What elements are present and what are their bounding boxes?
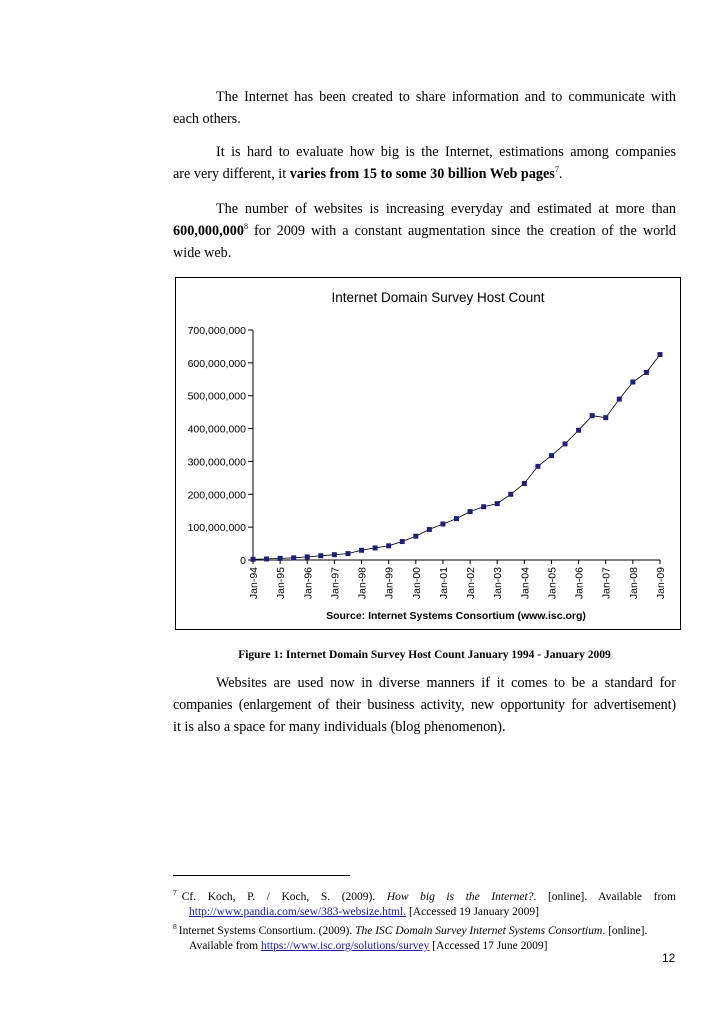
paragraph-4-line-1: Websites are used now in diverse manners if it comes to be a standard for — [216, 675, 676, 691]
paragraph-1-line-2: each others. — [173, 111, 241, 127]
y-tick-label: 300,000,000 — [187, 456, 246, 469]
y-tick-label: 200,000,000 — [187, 489, 246, 502]
footnote-ref-7: 7 — [554, 165, 559, 174]
footnote-8-link[interactable]: https://www.isc.org/solutions/survey — [260, 940, 430, 952]
x-tick-label: Jan-98 — [356, 567, 369, 600]
footnote-8 — [173, 924, 676, 954]
data-point — [400, 539, 405, 544]
data-point — [522, 481, 527, 486]
footnote-7-mid: . [online]. Available from — [533, 891, 676, 903]
x-tick-label: Jan-99 — [383, 567, 396, 600]
chart-source: Source: Internet Systems Consortium (www.isc.org) — [326, 610, 586, 622]
data-point — [413, 534, 418, 539]
x-tick-label: Jan-94 — [248, 567, 260, 600]
chart-title: Internet Domain Survey Host Count — [331, 290, 545, 305]
paragraph-2-line-2 — [173, 163, 676, 185]
data-point — [481, 504, 486, 509]
data-point — [590, 413, 595, 418]
data-point — [617, 397, 622, 402]
footnote-8-accessed: [Accessed 17 June 2009] — [429, 940, 548, 952]
paragraph-3-line-2 — [173, 220, 676, 242]
data-point — [332, 552, 337, 557]
y-tick-label: 600,000,000 — [187, 357, 246, 370]
footnote-7-accessed: [Accessed 19 January 2009] — [406, 906, 539, 918]
paragraph-3-line-1: The number of websites is increasing everyday and estimated at more than — [216, 201, 676, 217]
data-point — [454, 516, 459, 521]
y-tick-label: 500,000,000 — [187, 390, 246, 403]
footnote-7 — [173, 890, 676, 920]
x-tick-label: Jan-05 — [546, 567, 559, 600]
x-tick-label: Jan-97 — [329, 567, 342, 600]
footnote-8-title: The ISC Domain Survey Internet Systems Consortium — [355, 925, 603, 937]
x-tick-label: Jan-07 — [600, 567, 613, 600]
paragraph-3-text: for 2009 with a constant augmentation since the creation of the world — [247, 223, 676, 239]
data-point — [264, 556, 269, 561]
paragraph-4 — [173, 672, 676, 738]
x-tick-label: Jan-96 — [302, 567, 315, 600]
y-tick-label: 0 — [240, 555, 246, 567]
data-point — [549, 453, 554, 458]
paragraph-4-line-3: it is also a space for many individuals (blog phenomenon). — [173, 719, 506, 735]
data-point — [291, 555, 296, 560]
data-point — [386, 543, 391, 548]
x-tick-label: Jan-95 — [275, 567, 288, 600]
x-tick-label: Jan-02 — [465, 567, 478, 600]
x-tick-label: Jan-09 — [655, 567, 667, 600]
y-tick-label: 100,000,000 — [187, 522, 246, 535]
data-point — [251, 557, 256, 562]
paragraph-1-line-1: The Internet has been created to share information and to communicate with — [216, 89, 676, 105]
data-point — [576, 428, 581, 433]
data-point — [278, 556, 283, 561]
x-tick-label: Jan-00 — [410, 567, 423, 600]
data-point — [345, 551, 350, 556]
paragraph-3 — [173, 198, 676, 264]
data-point — [359, 548, 364, 553]
bold-website-count: 600,000,000 — [173, 223, 244, 239]
x-tick-label: Jan-04 — [519, 567, 532, 600]
y-tick-label: 400,000,000 — [187, 423, 246, 436]
data-point — [630, 380, 635, 385]
footnote-7-title: How big is the Internet? — [386, 891, 534, 903]
x-tick-label: Jan-08 — [627, 567, 640, 600]
series-line — [253, 355, 660, 560]
bold-estimate: varies from 15 to some 30 billion Web pages — [289, 166, 555, 182]
paragraph-1 — [173, 86, 676, 130]
y-axis — [188, 325, 253, 567]
chart-frame — [175, 277, 681, 630]
data-point — [603, 415, 608, 420]
footnote-separator — [173, 875, 350, 876]
data-point — [563, 441, 568, 446]
data-point — [373, 545, 378, 550]
y-tick-label: 700,000,000 — [187, 325, 246, 337]
host-count-chart — [176, 278, 680, 629]
footnote-7-link[interactable]: http://www.pandia.com/sew/383-websize.html. — [189, 906, 407, 918]
data-point — [535, 464, 540, 469]
page-number: 12 — [662, 951, 676, 965]
data-point — [305, 554, 310, 559]
data-point — [508, 492, 513, 497]
footnote-8-available: Available from — [189, 940, 261, 952]
x-tick-label: Jan-06 — [573, 567, 586, 600]
data-point — [658, 352, 663, 357]
paragraph-2 — [173, 141, 676, 185]
x-tick-label: Jan-03 — [492, 567, 505, 600]
paragraph-4-line-2: companies (enlargement of their business activity, new opportunity for advertisement) — [173, 697, 676, 713]
series-host-count — [251, 352, 663, 562]
x-tick-label: Jan-01 — [437, 567, 450, 600]
footnote-8-number: 8 — [173, 922, 177, 931]
footnote-ref-8: 8 — [243, 222, 248, 231]
data-point — [427, 527, 432, 532]
figure-caption: Figure 1: Internet Domain Survey Host Count January 1994 - January 2009 — [238, 649, 611, 661]
data-point — [495, 501, 500, 506]
paragraph-2-end: . — [558, 166, 563, 182]
data-point — [468, 509, 473, 514]
footnote-7-authors: Cf. Koch, P. / Koch, S. (2009). — [181, 891, 387, 903]
paragraph-2-text: are very different, it — [173, 166, 290, 182]
data-point — [440, 521, 445, 526]
footnote-8-mid: . [online]. — [602, 925, 648, 937]
paragraph-2-line-1: It is hard to evaluate how big is the Internet, estimations among companies — [216, 144, 676, 160]
footnote-7-number: 7 — [173, 888, 177, 897]
footnote-8-authors: Internet Systems Consortium. (2009). — [178, 925, 356, 937]
data-point — [644, 370, 649, 375]
paragraph-3-line-3: wide web. — [173, 245, 232, 261]
x-axis — [248, 560, 667, 599]
data-point — [318, 553, 323, 558]
